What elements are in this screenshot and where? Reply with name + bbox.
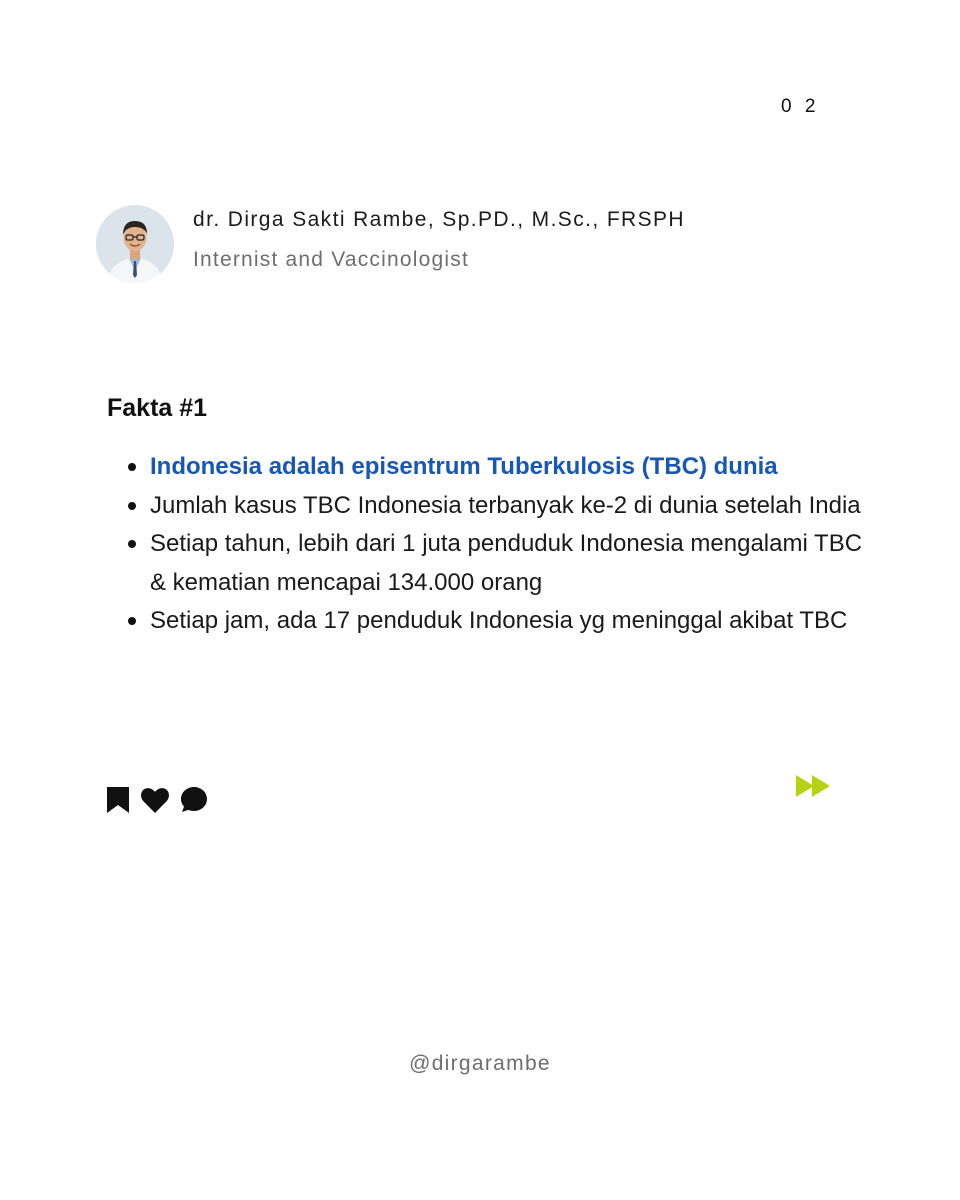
bookmark-icon[interactable] bbox=[107, 787, 129, 813]
fact-item bbox=[150, 487, 870, 526]
comment-icon[interactable] bbox=[181, 787, 207, 813]
bullet-icon bbox=[128, 502, 136, 510]
author-profile bbox=[96, 205, 685, 283]
fact-item bbox=[150, 602, 870, 641]
author-title: Internist and Vaccinologist bbox=[193, 248, 469, 271]
fact-list bbox=[150, 448, 870, 641]
fact-text: Setiap tahun, lebih dari 1 juta penduduk Indonesia mengalami TBC & kematian mencapai 134.000 orang bbox=[150, 530, 863, 596]
fast-forward-icon[interactable] bbox=[796, 775, 832, 797]
bullet-icon bbox=[128, 540, 136, 548]
avatar bbox=[96, 205, 174, 283]
fact-text: Jumlah kasus TBC Indonesia terbanyak ke-2 di dunia setelah India bbox=[150, 491, 861, 519]
action-bar bbox=[107, 787, 219, 813]
author-handle: @dirgarambe bbox=[409, 1052, 551, 1075]
bullet-icon bbox=[128, 463, 136, 471]
page-number: 0 2 bbox=[781, 96, 820, 117]
fact-item bbox=[150, 525, 870, 602]
fact-text: Setiap jam, ada 17 penduduk Indonesia yg meninggal akibat TBC bbox=[150, 607, 848, 634]
fact-text: Indonesia adalah episentrum Tuberkulosis (TBC) dunia bbox=[150, 453, 778, 480]
fact-item bbox=[150, 448, 870, 487]
avatar-photo bbox=[96, 205, 174, 283]
section-title: Fakta #1 bbox=[107, 394, 208, 422]
author-name: dr. Dirga Sakti Rambe, Sp.PD., M.Sc., FRSPH bbox=[193, 208, 685, 231]
bullet-icon bbox=[128, 617, 136, 625]
heart-icon[interactable] bbox=[141, 788, 169, 813]
